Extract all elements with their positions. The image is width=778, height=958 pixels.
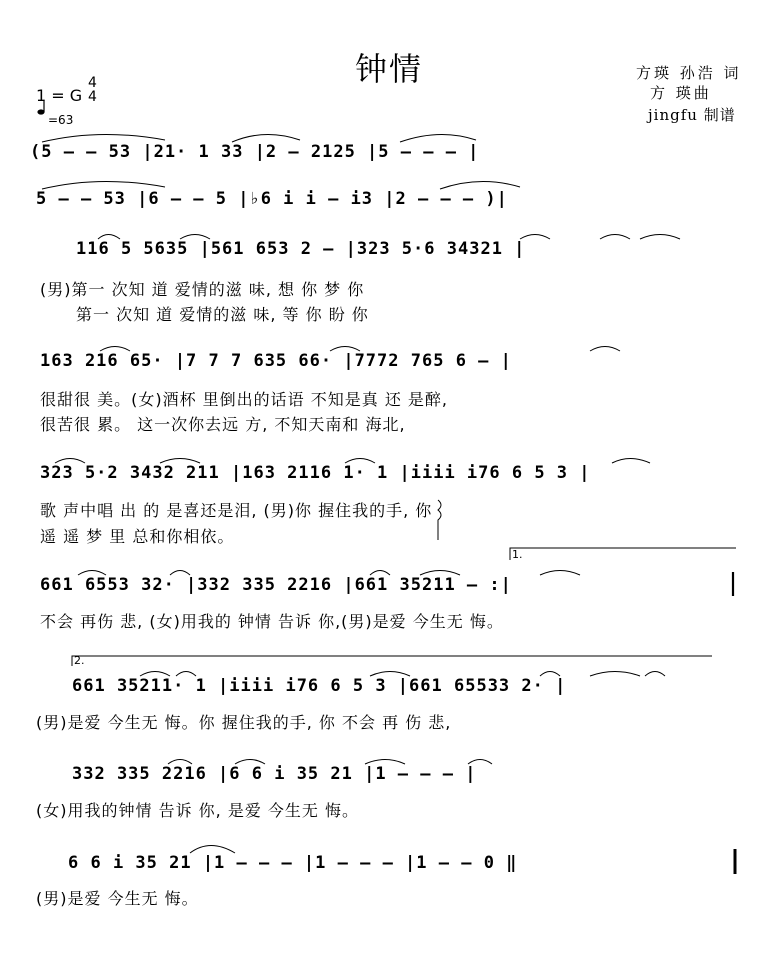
score-title: 钟情 [354,50,423,88]
lyric-line-9a: (男)是爱 今生无 悔。 [36,889,199,908]
lyric-line-4a: 很甜很 美。(女)酒杯 里倒出的话语 不知是真 还 是醉, [40,390,449,409]
lyric-line-4b: 很苦很 累。 这一次你去远 方, 不知天南和 海北, [40,415,406,434]
slur-mark [42,181,165,189]
lyric-line-8a: (女)用我的钟情 告诉 你, 是爱 今生无 悔。 [36,801,360,820]
time-signature-bottom: 4 [88,89,97,105]
notation-system-5: 323 5·2 3432 211 |163 2116 1· 1 |iiii i76 6 5 3 | [40,463,591,483]
notation-system-3: 116 5 5635 |561 653 2 – |323 5·6 34321 | [76,239,526,259]
slur-mark [400,134,476,142]
lyric-line-6a: 不会 再伤 悲, (女)用我的 钟情 告诉 你,(男)是爱 今生无 悔。 [40,612,504,631]
tempo-marking: =63 [48,113,74,127]
time-signature-top: 4 [88,75,97,91]
lyric-line-7a: (男)是爱 今生无 悔。你 握住我的手, 你 不会 再 伤 悲, [36,713,452,732]
lyric-line-5a: 歌 声中唱 出 的 是喜还是泪, (男)你 握住我的手, 你 [40,501,433,520]
lyric-line-3b: 第一 次知 道 爱情的滋 味, 等 你 盼 你 [76,305,369,324]
composer-credit: 方 瑛曲 [650,84,712,102]
transcriber-credit: jingfu 制谱 [648,106,736,124]
notation-system-7: 661 35211· 1 |iiii i76 6 5 3 |661 65533 2· | [72,676,567,696]
volta-1-label: 1. [512,548,523,561]
lyric-line-3a: (男)第一 次知 道 爱情的滋 味, 想 你 梦 你 [40,280,365,299]
lyric-line-5b: 遥 遥 梦 里 总和你相依。 [40,527,235,546]
slur-mark [232,134,300,142]
lyricist-credit: 方瑛 孙浩 词 [636,64,742,82]
slur-mark [440,181,520,189]
notation-system-8: 332 335 2216 |6 6 i 35 21 |1 – – – | [72,764,477,784]
slur-mark [42,134,165,142]
notation-system-2: 5 – – 53 |6 – – 5 |♭6 i i – i3 |2 – – – )| [36,189,508,209]
volta-2-label: 2. [74,654,85,667]
notation-system-6: 661 6553 32· |332 335 2216 |661 35211 – :| [40,575,512,595]
notation-system-1: (5 – – 53 |21· 1 33 |2 – 2125 |5 – – – | [30,142,480,162]
notation-system-9: 6 6 i 35 21 |1 – – – |1 – – – |1 – – 0 ‖ [68,853,518,873]
key-signature: 1 = G [36,86,83,105]
notation-system-4: 163 216 65· |7 7 7 635 66· |7772 765 6 – | [40,351,512,371]
